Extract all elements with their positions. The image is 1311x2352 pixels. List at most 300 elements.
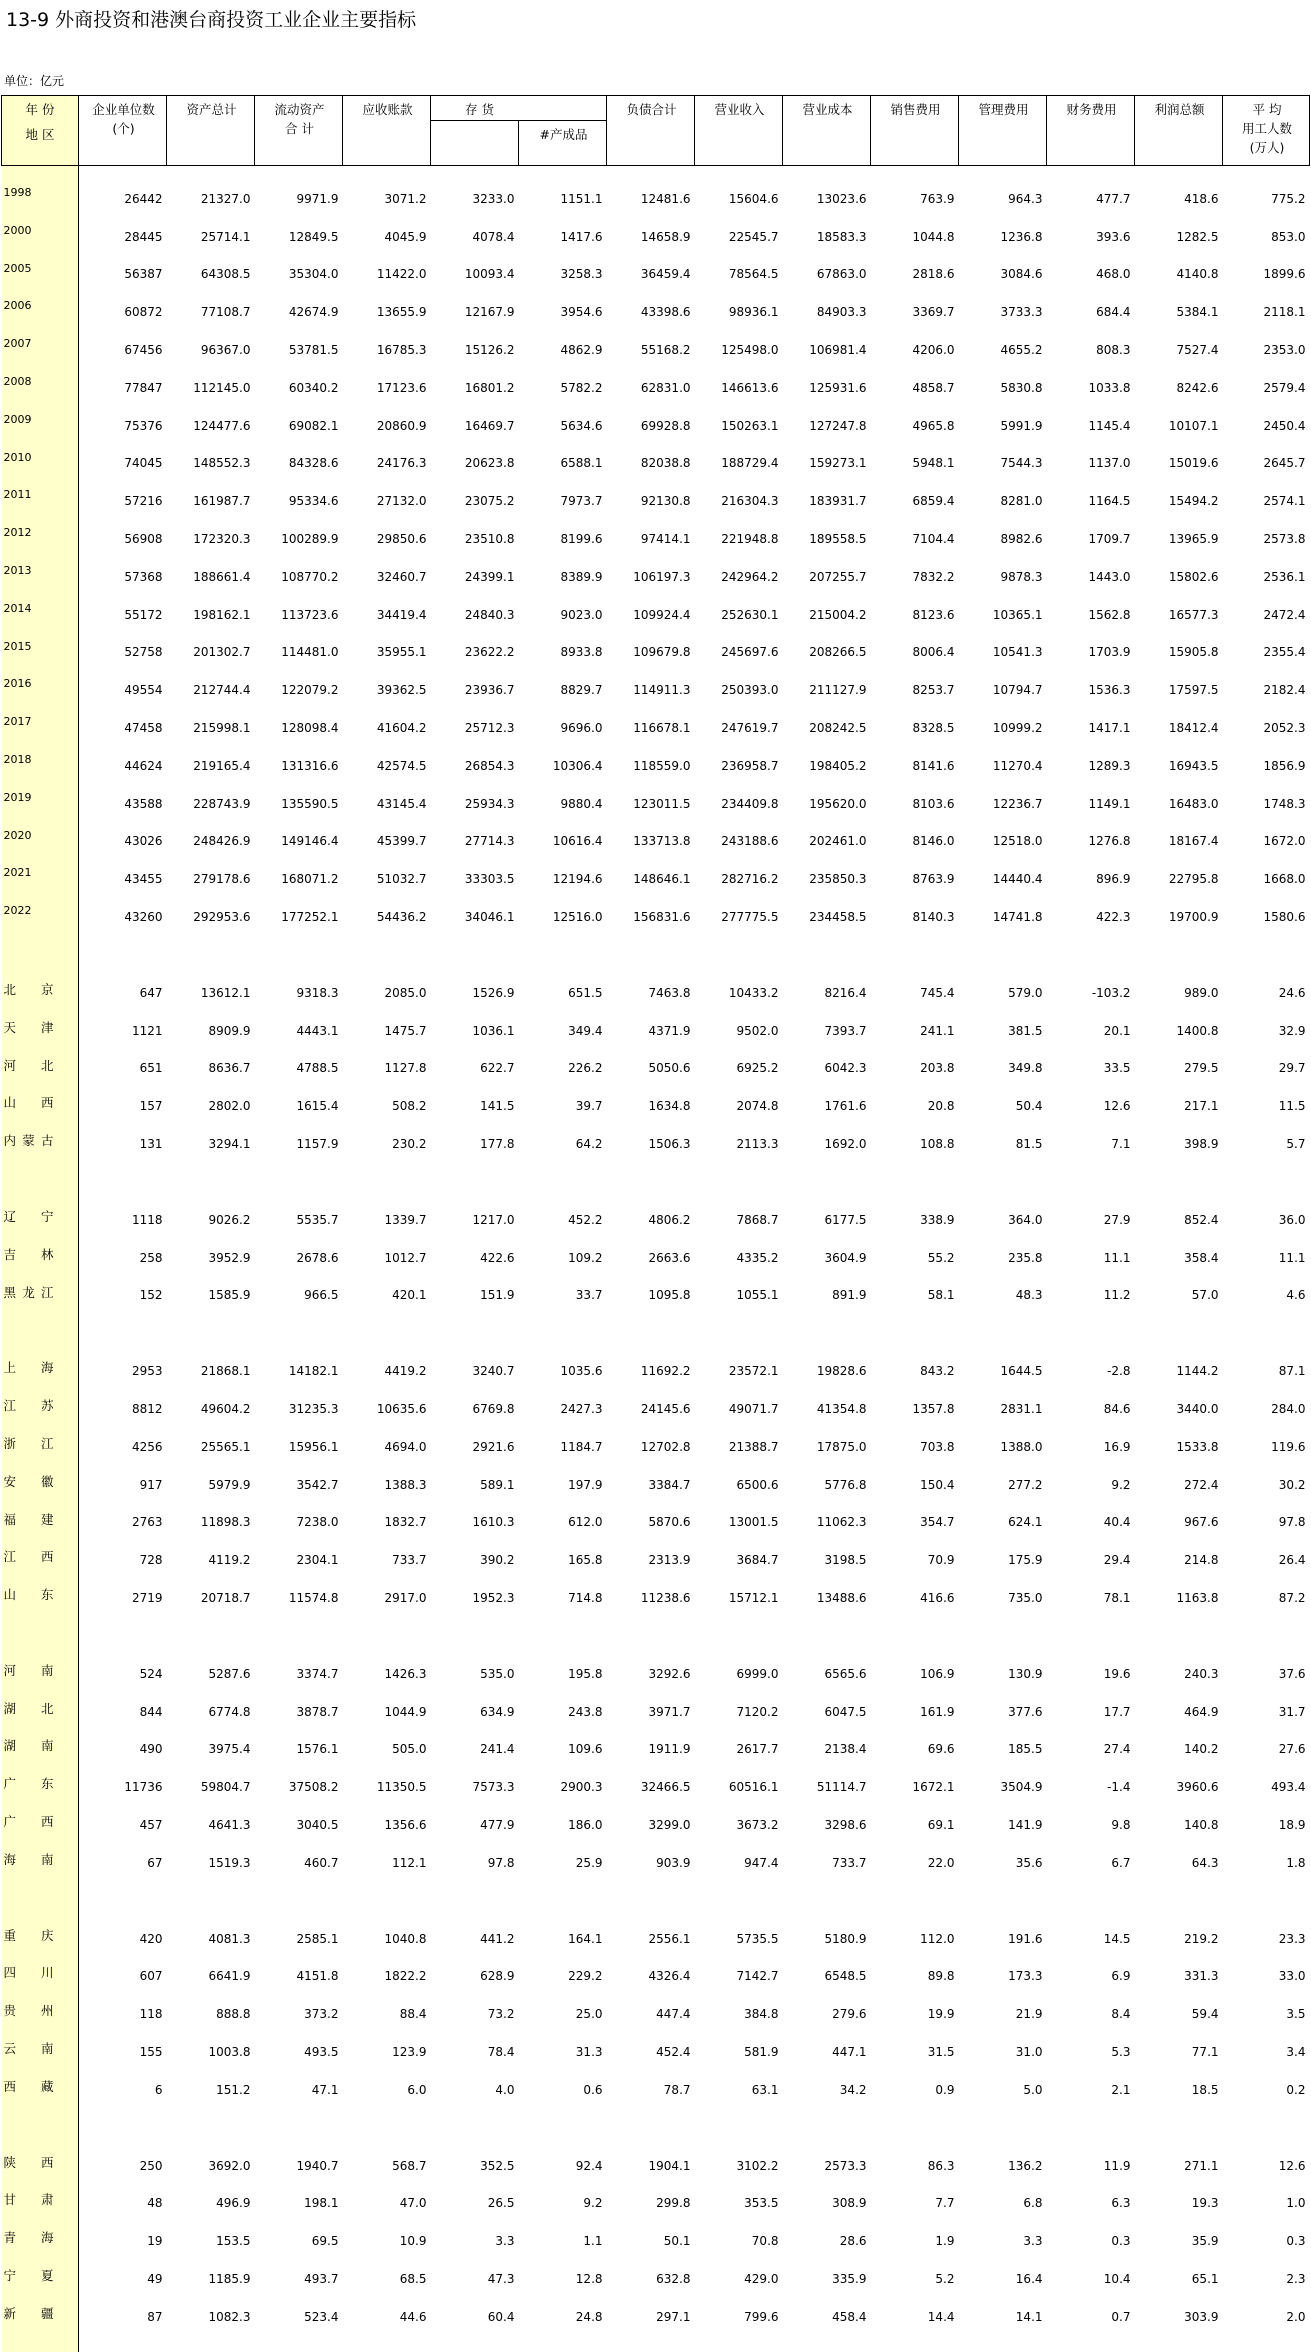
row-label: 2006 [2, 293, 79, 331]
table-cell [1223, 1163, 1310, 1201]
table-cell [871, 936, 959, 974]
table-cell: 19.9 [927, 2007, 955, 2022]
table-cell: 53781.5 [288, 343, 339, 358]
table-cell [1223, 2109, 1310, 2147]
header-col-total-assets-label: 资产总计 [186, 102, 237, 117]
table-cell: 2573.3 [824, 2158, 867, 2173]
table-cell: 212744.4 [193, 683, 251, 698]
table-cell: 422.6 [480, 1250, 515, 1265]
table-cell [79, 1163, 167, 1201]
table-cell: 2921.6 [472, 1439, 515, 1454]
table-cell: 4206.0 [912, 343, 955, 358]
table-cell: 25712.3 [464, 721, 515, 736]
table-cell: 36.0 [1278, 1212, 1306, 1227]
table-cell [871, 1314, 959, 1352]
table-cell: 1904.1 [648, 2158, 691, 2173]
row-label [2, 2336, 79, 2352]
table-cell: 3733.3 [1000, 305, 1043, 320]
table-cell: 1703.9 [1088, 645, 1131, 660]
table-cell [79, 1882, 167, 1920]
table-row [2, 520, 1310, 558]
table-cell: 241.1 [920, 1023, 955, 1038]
blank-row [2, 1314, 1310, 1352]
row-label [2, 1087, 79, 1125]
table-cell: 195620.0 [809, 796, 867, 811]
table-cell: 2802.0 [208, 1099, 251, 1114]
table-cell: 7573.3 [472, 1780, 515, 1795]
table-cell: 16483.0 [1168, 796, 1219, 811]
table-cell: 843.2 [920, 1364, 955, 1379]
table-cell: 1672.0 [1263, 834, 1306, 849]
table-cell: 418.6 [1184, 191, 1219, 206]
table-cell: 6999.0 [736, 1666, 779, 1681]
table-cell: 18.5 [1191, 2082, 1219, 2097]
table-cell: 35955.1 [376, 645, 427, 660]
table-cell: 1940.7 [296, 2158, 339, 2173]
table-cell: 493.4 [1271, 1780, 1306, 1795]
table-cell: 612.0 [568, 1515, 603, 1530]
table-cell: 20718.7 [200, 1590, 251, 1605]
table-cell: 12.6 [1278, 2158, 1306, 2173]
table-row [2, 2071, 1310, 2109]
table-cell: 8.4 [1111, 2007, 1131, 2022]
table-cell: 8982.6 [1000, 532, 1043, 547]
table-cell: 57.0 [1191, 1288, 1219, 1303]
table-cell: 141.5 [480, 1099, 515, 1114]
table-cell: 3198.5 [824, 1553, 867, 1568]
table-cell: 21868.1 [200, 1364, 251, 1379]
table-cell: 31.3 [575, 2044, 603, 2059]
table-cell: 2953 [131, 1364, 163, 1379]
table-cell: 39362.5 [376, 683, 427, 698]
table-cell: 3954.6 [560, 305, 603, 320]
table-cell: 416.6 [920, 1590, 955, 1605]
table-cell: 0.3 [1111, 2234, 1131, 2249]
table-cell: 4140.8 [1176, 267, 1219, 282]
region-name: 四川 [3, 1965, 54, 1981]
table-cell: 1157.9 [296, 1137, 339, 1152]
row-label: 2020 [2, 823, 79, 861]
table-cell: 16577.3 [1168, 607, 1219, 622]
table-cell: 11898.3 [200, 1515, 251, 1530]
table-cell [431, 936, 519, 974]
region-name: 云南 [3, 2041, 54, 2057]
table-row [2, 445, 1310, 483]
table-cell: 2138.4 [824, 1742, 867, 1757]
table-cell: 2427.3 [560, 1402, 603, 1416]
table-cell [607, 2336, 695, 2352]
table-cell: 2450.4 [1263, 418, 1306, 433]
table-cell: 493.7 [304, 2271, 339, 2286]
table-cell: 96367.0 [200, 343, 251, 358]
indicator-table [1, 95, 1310, 2352]
table-cell: 12.6 [1103, 1099, 1131, 1114]
table-cell: 3384.7 [648, 1477, 691, 1492]
table-cell: 215004.2 [809, 607, 867, 622]
table-cell: 26.5 [487, 2196, 515, 2211]
row-label [2, 166, 79, 181]
table-cell: 651 [139, 1061, 163, 1076]
table-cell: 149146.4 [281, 834, 339, 849]
table-cell: 1044.9 [384, 1704, 427, 1719]
header-col-financial-expenses-label: 财务费用 [1066, 102, 1117, 117]
region-name: 广西 [3, 1814, 54, 1830]
table-cell: 68.5 [399, 2271, 427, 2286]
table-cell [431, 1882, 519, 1920]
table-cell: 1121 [131, 1023, 163, 1038]
table-row [2, 1768, 1310, 1806]
table-cell: 5.0 [1023, 2082, 1043, 2097]
table-cell: 11.1 [1278, 1250, 1306, 1265]
table-cell: 77.1 [1191, 2044, 1219, 2059]
table-cell: 6925.2 [736, 1061, 779, 1076]
table-cell: 155 [139, 2044, 163, 2059]
table-cell: 1149.1 [1088, 796, 1131, 811]
table-cell: 6.9 [1111, 1969, 1131, 1984]
table-cell: 56908 [124, 532, 163, 547]
table-cell: 1217.0 [472, 1212, 515, 1227]
table-row [2, 2336, 1310, 2352]
table-cell: 27.6 [1278, 1742, 1306, 1757]
table-cell: 78564.5 [728, 267, 779, 282]
table-cell: 33.7 [575, 1288, 603, 1303]
table-cell [871, 1882, 959, 1920]
table-cell: 65.1 [1191, 2271, 1219, 2286]
table-cell: 493.5 [304, 2044, 339, 2059]
table-cell: 5287.6 [208, 1666, 251, 1681]
table-cell: 152 [139, 1288, 163, 1303]
table-cell: 116678.1 [633, 721, 691, 736]
table-cell: 15126.2 [464, 343, 515, 358]
table-cell: 3.3 [495, 2234, 515, 2249]
table-cell: 1.8 [1286, 1855, 1306, 1870]
table-cell: 12518.0 [992, 834, 1043, 849]
table-cell: 216304.3 [721, 494, 779, 509]
table-cell: 422.3 [1096, 910, 1131, 925]
table-cell: 27132.0 [376, 494, 427, 509]
table-cell [783, 936, 871, 974]
table-cell: 1118 [131, 1212, 163, 1227]
table-cell [607, 2109, 695, 2147]
table-cell: 159273.1 [809, 456, 867, 471]
table-row [2, 1352, 1310, 1390]
table-cell: 19 [147, 2234, 163, 2249]
blank-row [2, 936, 1310, 974]
table-cell: 84.6 [1103, 1402, 1131, 1416]
table-cell: 6.8 [1023, 2196, 1043, 2211]
header-col-enterprises-label: 企业单位数 [92, 102, 155, 117]
table-cell: 43588 [124, 796, 163, 811]
row-label [2, 2071, 79, 2109]
table-cell [959, 936, 1047, 974]
table-cell: 2574.1 [1263, 494, 1306, 509]
row-label [2, 1920, 79, 1958]
table-cell [607, 1314, 695, 1352]
table-cell: 1151.1 [560, 191, 603, 206]
table-cell: 41604.2 [376, 721, 427, 736]
table-cell [695, 166, 783, 181]
row-label [2, 1201, 79, 1239]
table-cell: 14440.4 [992, 872, 1043, 887]
table-cell: 1911.9 [648, 1742, 691, 1757]
table-row [2, 1087, 1310, 1125]
header-col-admin-expenses-label: 管理费用 [978, 102, 1029, 117]
table-row [2, 1844, 1310, 1882]
table-cell: 9.2 [583, 2196, 603, 2211]
table-cell [695, 1882, 783, 1920]
table-cell: 308.9 [832, 2196, 867, 2211]
table-cell [1135, 1882, 1223, 1920]
table-cell: 247619.7 [721, 721, 779, 736]
table-cell: 221948.8 [721, 532, 779, 547]
table-cell: 5735.5 [736, 1931, 779, 1946]
table-cell: 9696.0 [560, 721, 603, 736]
table-cell: 13965.9 [1168, 532, 1219, 547]
table-cell: 10794.7 [992, 683, 1043, 698]
table-cell: 44.6 [399, 2309, 427, 2324]
header-col-inventory-spacer [431, 121, 519, 166]
table-cell [167, 1314, 255, 1352]
table-cell: 10093.4 [464, 267, 515, 282]
table-cell [1047, 2336, 1135, 2352]
table-cell [1135, 2336, 1223, 2352]
table-cell: 4081.3 [208, 1931, 251, 1946]
table-cell: 43145.4 [376, 796, 427, 811]
table-cell: 35.6 [1015, 1855, 1043, 1870]
table-cell: 36459.4 [640, 267, 691, 282]
table-cell: 4151.8 [296, 1969, 339, 1984]
table-cell: 140.2 [1184, 1742, 1219, 1757]
table-cell: 75376 [124, 418, 163, 433]
table-cell: 1580.6 [1263, 910, 1306, 925]
table-cell: 2118.1 [1263, 305, 1306, 320]
table-cell [255, 2109, 343, 2147]
table-cell: 24.6 [1278, 985, 1306, 1000]
table-cell: 31.0 [1015, 2044, 1043, 2059]
table-cell: 468.0 [1096, 267, 1131, 282]
table-cell [343, 2336, 431, 2352]
table-cell: 87 [147, 2309, 163, 2324]
table-cell: 240.3 [1184, 1666, 1219, 1681]
table-cell: 733.7 [832, 1855, 867, 1870]
table-cell: 1899.6 [1263, 267, 1306, 282]
header-stub-year: 年 份 [25, 102, 55, 117]
table-cell: 43455 [124, 872, 163, 887]
header-col-total-profit [1135, 96, 1223, 166]
table-cell: 135590.5 [281, 796, 339, 811]
table-cell [959, 2336, 1047, 2352]
table-cell: 112145.0 [193, 380, 251, 395]
table-cell [79, 1617, 167, 1655]
table-row [2, 2184, 1310, 2222]
table-cell: 279.5 [1184, 1061, 1219, 1076]
table-cell: 17875.0 [816, 1439, 867, 1454]
table-cell: 8328.5 [912, 721, 955, 736]
table-cell: 16785.3 [376, 343, 427, 358]
table-cell: 18167.4 [1168, 834, 1219, 849]
table-cell: 1003.8 [208, 2044, 251, 2059]
table-row [2, 2033, 1310, 2071]
table-cell: 896.9 [1096, 872, 1131, 887]
table-cell [871, 2336, 959, 2352]
row-label: 2007 [2, 331, 79, 369]
table-cell: 25934.3 [464, 796, 515, 811]
table-cell [1047, 1882, 1135, 1920]
table-cell: 112.1 [392, 1855, 427, 1870]
table-cell: 4694.0 [384, 1439, 427, 1454]
table-cell: 20623.8 [464, 456, 515, 471]
table-cell: 947.4 [744, 1855, 779, 1870]
table-cell: 458.4 [832, 2309, 867, 2324]
region-name: 宁夏 [3, 2268, 54, 2284]
table-cell: 29.7 [1278, 1061, 1306, 1076]
table-cell: 297.1 [656, 2309, 691, 2324]
table-cell: 31.5 [927, 2044, 955, 2059]
table-cell [167, 166, 255, 181]
table-cell: 11270.4 [992, 758, 1043, 773]
table-cell: 23622.2 [464, 645, 515, 660]
table-cell: 69.1 [927, 1817, 955, 1832]
table-cell: 8812 [131, 1402, 163, 1416]
table-cell: 1044.8 [912, 229, 955, 244]
table-cell: 64308.5 [200, 267, 251, 282]
table-cell: 21327.0 [200, 191, 251, 206]
table-cell: 903.9 [656, 1855, 691, 1870]
table-cell: 41354.8 [816, 1402, 867, 1416]
table-cell: 51032.7 [376, 872, 427, 887]
row-label [2, 2298, 79, 2336]
table-cell [167, 936, 255, 974]
table-cell: 8636.7 [208, 1061, 251, 1076]
table-cell: 148646.1 [633, 872, 691, 887]
table-cell: 373.2 [304, 2007, 339, 2022]
header-col-enterprises [79, 96, 167, 166]
table-cell: 60340.2 [288, 380, 339, 395]
header-col-employees-sub: 用工人数 [1242, 121, 1293, 136]
table-cell: 853.0 [1271, 229, 1306, 244]
table-cell: 197.9 [568, 1477, 603, 1492]
table-cell: 523.4 [304, 2309, 339, 2324]
table-cell: 48 [147, 2196, 163, 2211]
table-cell: 188729.4 [721, 456, 779, 471]
table-cell: 3298.6 [824, 1817, 867, 1832]
table-cell: 490 [139, 1742, 163, 1757]
table-cell: 4419.2 [384, 1364, 427, 1379]
table-cell [783, 166, 871, 181]
table-cell: 228743.9 [193, 796, 251, 811]
table-cell: 89.8 [927, 1969, 955, 1984]
table-cell: 12702.8 [640, 1439, 691, 1454]
table-cell: 146613.6 [721, 380, 779, 395]
region-name: 安徽 [3, 1473, 54, 1489]
table-row [2, 1012, 1310, 1050]
row-label: 2017 [2, 709, 79, 747]
table-cell [1135, 2109, 1223, 2147]
table-cell: 119.6 [1271, 1439, 1306, 1454]
table-cell [343, 1163, 431, 1201]
table-cell: 48.3 [1015, 1288, 1043, 1303]
table-cell: 354.7 [920, 1515, 955, 1530]
table-row [2, 180, 1310, 218]
table-cell: 1040.8 [384, 1931, 427, 1946]
table-cell: -103.2 [1091, 985, 1131, 1000]
table-cell: 54436.2 [376, 910, 427, 925]
region-name: 河南 [3, 1662, 54, 1678]
table-cell: 1145.4 [1088, 418, 1131, 433]
table-row [2, 1693, 1310, 1731]
table-cell [1223, 2336, 1310, 2352]
table-cell: 12516.0 [552, 910, 603, 925]
table-cell: 16469.7 [464, 418, 515, 433]
table-cell: 98936.1 [728, 305, 779, 320]
table-cell [959, 1163, 1047, 1201]
table-cell: 12167.9 [464, 305, 515, 320]
row-label: 2022 [2, 898, 79, 936]
table-cell: 6042.3 [824, 1061, 867, 1076]
table-cell: 6.0 [407, 2082, 427, 2097]
table-cell: 24840.3 [464, 607, 515, 622]
table-cell: 0.7 [1111, 2309, 1131, 2324]
table-cell: 20860.9 [376, 418, 427, 433]
row-label: 2015 [2, 634, 79, 672]
table-cell: 331.3 [1184, 1969, 1219, 1984]
table-cell: 364.0 [1008, 1212, 1043, 1227]
table-cell: 12849.5 [288, 229, 339, 244]
table-cell: 125498.0 [721, 343, 779, 358]
table-cell: 808.3 [1096, 343, 1131, 358]
region-name: 山西 [3, 1095, 54, 1111]
table-cell [871, 1163, 959, 1201]
table-cell: 78.1 [1103, 1590, 1131, 1605]
table-cell: 32.9 [1278, 1023, 1306, 1038]
table-cell: 7238.0 [296, 1515, 339, 1530]
table-cell: 100289.9 [281, 532, 339, 547]
table-cell: 11350.5 [376, 1780, 427, 1795]
table-cell: 25.0 [575, 2007, 603, 2022]
table-cell: 1236.8 [1000, 229, 1043, 244]
table-cell: 1289.3 [1088, 758, 1131, 773]
table-cell: 3233.0 [472, 191, 515, 206]
table-cell: 8006.4 [912, 645, 955, 660]
table-row [2, 1995, 1310, 2033]
table-cell: 15494.2 [1168, 494, 1219, 509]
table-cell: 20.1 [1103, 1023, 1131, 1038]
table-cell: 4119.2 [208, 1553, 251, 1568]
table-cell: 33303.5 [464, 872, 515, 887]
table-cell: 447.1 [832, 2044, 867, 2059]
table-cell: 349.4 [568, 1023, 603, 1038]
region-name: 湖北 [3, 1700, 54, 1716]
table-row [2, 1730, 1310, 1768]
table-cell: 1036.1 [472, 1023, 515, 1038]
table-cell: 49604.2 [200, 1402, 251, 1416]
row-label [2, 1012, 79, 1050]
table-row [2, 898, 1310, 936]
table-cell: 73.2 [487, 2007, 515, 2022]
table-cell [695, 2109, 783, 2147]
table-cell: 19.3 [1191, 2196, 1219, 2211]
table-cell: 1339.7 [384, 1212, 427, 1227]
table-cell: 14.5 [1103, 1931, 1131, 1946]
table-cell: 7142.7 [736, 1969, 779, 1984]
table-row [2, 596, 1310, 634]
table-cell: 508.2 [392, 1099, 427, 1114]
table-cell: 3.3 [1023, 2234, 1043, 2249]
table-cell [1223, 166, 1310, 181]
table-cell: 4788.5 [296, 1061, 339, 1076]
table-cell: 1585.9 [208, 1288, 251, 1303]
table-cell: 496.9 [216, 2196, 251, 2211]
